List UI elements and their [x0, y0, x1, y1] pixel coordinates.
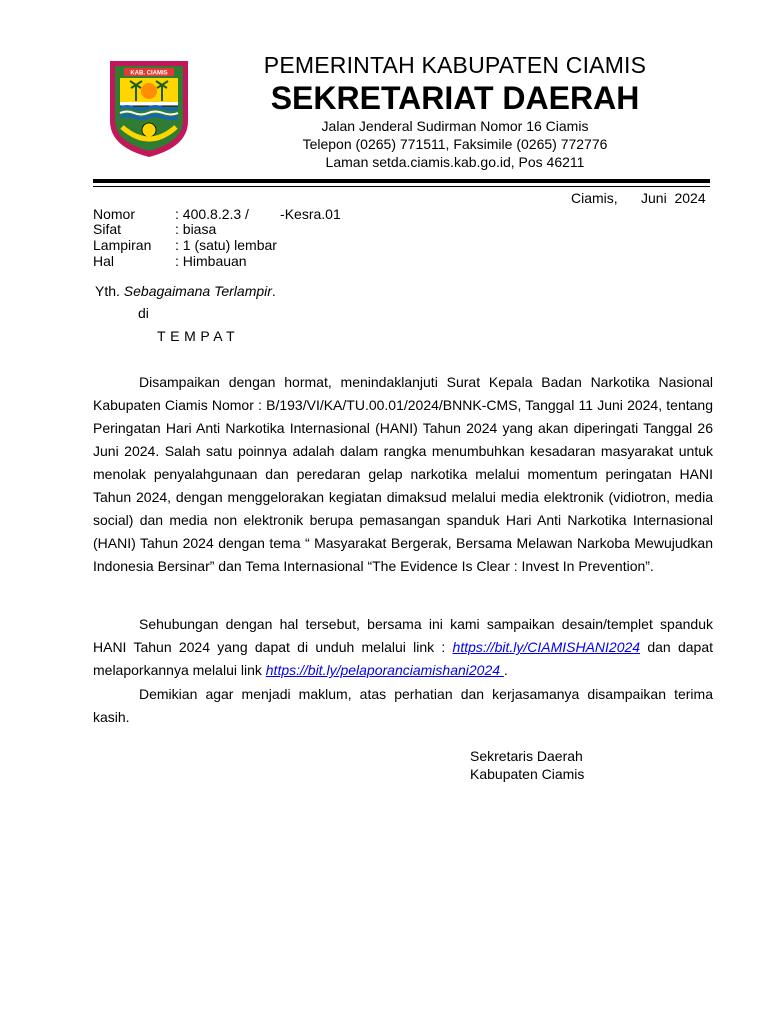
recipient-tempat: TEMPAT — [157, 328, 240, 344]
letter-date: Ciamis, Juni 2024 — [571, 190, 706, 206]
office-name: SEKRETARIAT DAERAH — [270, 80, 640, 116]
template-download-link[interactable]: https://bit.ly/CIAMISHANI2024 — [452, 639, 641, 655]
paragraph-2-text-b: dan dapat melaporkannya melalui link — [93, 639, 713, 678]
recipient-di: di — [138, 305, 149, 321]
letterhead-divider-thick — [93, 179, 710, 183]
meta-label: Lampiran — [93, 237, 152, 253]
meta-label: Sifat — [93, 221, 122, 237]
meta-value: : 400.8.2.3 / -Kesra.01 — [175, 206, 341, 222]
recipient-line — [95, 283, 276, 299]
address-street: Jalan Jenderal Sudirman Nomor 16 Ciamis — [321, 118, 589, 134]
paragraph-2-text-c: . — [503, 662, 508, 678]
meta-value: : 1 (satu) lembar — [175, 237, 277, 253]
recipient-salutation: Yth. — [95, 283, 120, 299]
body-paragraph-2 — [93, 613, 713, 682]
address-web: Laman setda.ciamis.kab.go.id, Pos 46211 — [325, 154, 585, 170]
government-name: PEMERINTAH KABUPATEN CIAMIS — [263, 52, 647, 78]
svg-text:KAB. CIAMIS: KAB. CIAMIS — [130, 70, 168, 77]
address-phone: Telepon (0265) 771511, Faksimile (0265) 772776 — [302, 136, 608, 152]
paragraph-2-text-a: Sehubungan dengan hal tersebut, bersama ini kami sampaikan desain/templet spanduk HANI Tahun 2024 yang dapat di unduh melalui link : — [93, 616, 713, 655]
meta-label: Nomor — [93, 206, 136, 222]
regency-crest-icon — [106, 55, 192, 159]
meta-value: : biasa — [175, 221, 217, 237]
recipient-period: . — [271, 283, 276, 299]
signature-title: Sekretaris Daerah — [470, 748, 583, 764]
meta-value: : Himbauan — [175, 253, 247, 269]
signature-block — [470, 747, 584, 783]
recipient-name: Sebagaimana Terlampir — [123, 283, 272, 299]
meta-label: Hal — [93, 253, 115, 269]
body-paragraph-1: Disampaikan dengan hormat, menindaklanjuti Surat Kepala Badan Narkotika Nasional Kabupaten Ciamis Nomor : B/193/VI/KA/TU.00.01/2024/BNNK-CMS, Tanggal 11 Juni 2024, tentang Peringatan Hari Anti Narkotika Internasional (HANI) Tahun 2024 yang akan diperingati Tanggal 26 Juni 2024. Salah satu poinnya adalah dalam rangka menumbuhkan kesadaran masyarakat untuk menolak penyalahgunaan dan peredaran gelap narkotika melalui momentum peringatan HANI Tahun 2024, dengan menggelorakan kegiatan dimaksud melalui media elektronik (vidiotron, media social) dan media non elektronik berupa pemasangan spanduk Hari Anti Narkotika Internasional (HANI) Tahun 2024 dengan tema “ Masyarakat Bergerak, Bersama Melawan Narkoba Mewujudkan Indonesia Bersinar” dan Tema Internasional “The Evidence Is Clear : Invest In Prevention”. — [93, 374, 713, 574]
body-paragraph-3: Demikian agar menjadi maklum, atas perhatian dan kerjasamanya disampaikan terima kasih. — [93, 686, 713, 725]
signature-org: Kabupaten Ciamis — [470, 766, 585, 782]
letterhead-divider-thin — [93, 186, 710, 187]
report-link[interactable]: https://bit.ly/pelaporanciamishani2024 — [265, 662, 504, 678]
